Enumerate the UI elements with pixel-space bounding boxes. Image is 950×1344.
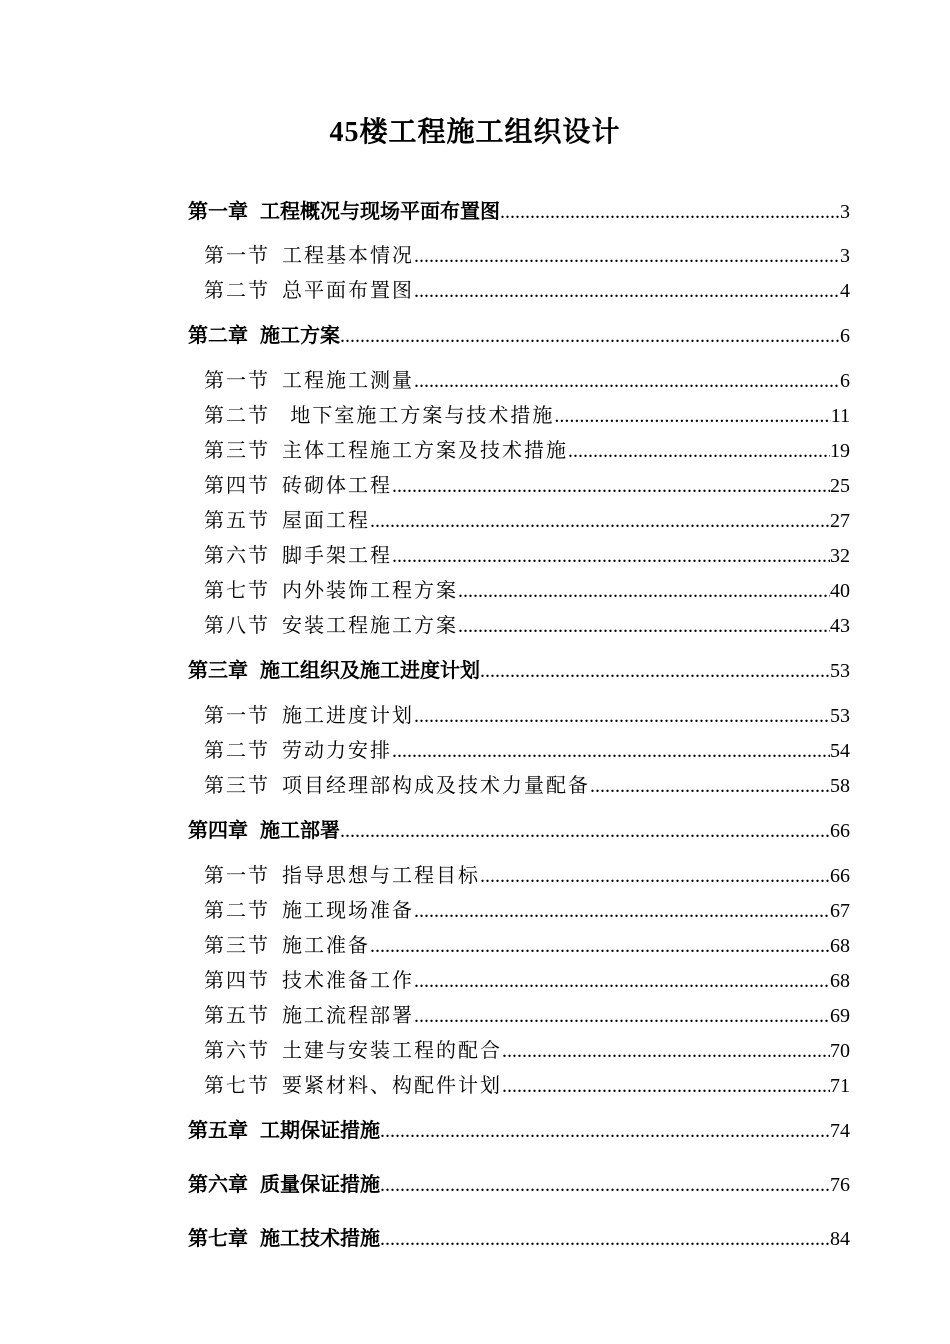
toc-page-number: 3 (840, 245, 850, 267)
toc-page-number: 53 (830, 660, 850, 682)
toc-label: 第四章 (188, 818, 248, 842)
toc-section-2-3[interactable] (204, 435, 850, 465)
toc-page-number: 6 (840, 370, 850, 392)
toc-label: 第二节 (204, 278, 270, 302)
toc-page-number: 27 (830, 510, 850, 532)
toc-leader (458, 576, 830, 606)
toc-page-number: 71 (830, 1075, 850, 1097)
toc-page-number: 11 (830, 405, 850, 427)
toc-leader (502, 1071, 830, 1101)
toc-leader (414, 276, 840, 306)
toc-text: 施工准备 (282, 933, 370, 957)
toc-label: 第七节 (204, 578, 270, 602)
toc-leader (590, 771, 830, 801)
toc-page-number: 67 (830, 900, 850, 922)
toc-text: 施工现场准备 (282, 898, 414, 922)
toc-section-4-2[interactable] (204, 895, 850, 925)
toc-label: 第三章 (188, 658, 248, 682)
toc-label: 第三节 (204, 773, 270, 797)
toc-label: 第一节 (204, 863, 270, 887)
toc-text: 内外装饰工程方案 (282, 578, 458, 602)
toc-page-number: 40 (830, 580, 850, 602)
toc-leader (502, 1036, 830, 1066)
toc-leader (500, 197, 840, 227)
toc-section-4-6[interactable] (204, 1035, 850, 1065)
toc-section-1-2[interactable] (204, 275, 850, 305)
toc-leader (414, 366, 840, 396)
toc-section-2-5[interactable] (204, 505, 850, 535)
toc-text: 工程概况与现场平面布置图 (260, 199, 500, 223)
toc-text: 主体工程施工方案及技术措施 (282, 438, 568, 462)
toc-text: 施工部署 (260, 818, 340, 842)
title-number: 45 (329, 117, 360, 148)
toc-label: 第七章 (188, 1226, 248, 1250)
toc-text: 工程基本情况 (282, 243, 414, 267)
toc-label: 第六节 (204, 1038, 270, 1062)
toc-label: 第七节 (204, 1073, 270, 1097)
toc-page-number: 4 (840, 280, 850, 302)
toc-leader (480, 861, 830, 891)
toc-page-number: 66 (830, 865, 850, 887)
toc-label: 第二章 (188, 323, 248, 347)
toc-text: 地下室施工方案与技术措施 (282, 403, 555, 427)
toc-leader (370, 931, 830, 961)
toc-section-4-7[interactable] (204, 1070, 850, 1100)
toc-chapter-6[interactable] (188, 1169, 850, 1199)
toc-text: 施工进度计划 (282, 703, 414, 727)
toc-section-2-7[interactable] (204, 575, 850, 605)
toc-section-3-2[interactable] (204, 735, 850, 765)
toc-leader (414, 966, 830, 996)
toc-page-number: 68 (830, 935, 850, 957)
toc-leader (392, 541, 830, 571)
toc-text: 施工技术措施 (260, 1226, 380, 1250)
toc-section-2-2[interactable] (204, 400, 850, 430)
toc-page-number: 32 (830, 545, 850, 567)
toc-leader (392, 471, 830, 501)
toc-chapter-1[interactable] (188, 196, 850, 226)
toc-page-number: 19 (830, 440, 850, 462)
toc-section-2-4[interactable] (204, 470, 850, 500)
toc-text: 要紧材料、构配件计划 (282, 1073, 502, 1097)
title-text: 楼工程施工组织设计 (359, 115, 621, 148)
toc-leader (414, 1001, 830, 1031)
document-title (0, 112, 950, 153)
toc-text: 脚手架工程 (282, 543, 392, 567)
toc-leader (392, 736, 830, 766)
toc-page-number: 43 (830, 615, 850, 637)
toc-leader (568, 436, 830, 466)
toc-page-number: 70 (830, 1040, 850, 1062)
toc-section-1-1[interactable] (204, 240, 850, 270)
toc-label: 第一节 (204, 368, 270, 392)
toc-label: 第五节 (204, 508, 270, 532)
toc-page-number: 66 (830, 820, 850, 842)
toc-leader (480, 656, 830, 686)
toc-text: 安装工程施工方案 (282, 613, 458, 637)
toc-text: 劳动力安排 (282, 738, 392, 762)
toc-label: 第二节 (204, 738, 270, 762)
toc-section-3-3[interactable] (204, 770, 850, 800)
toc-label: 第一章 (188, 199, 248, 223)
toc-label: 第八节 (204, 613, 270, 637)
toc-label: 第五章 (188, 1118, 248, 1142)
toc-text: 质量保证措施 (260, 1172, 380, 1196)
toc-label: 第一节 (204, 703, 270, 727)
toc-chapter-5[interactable] (188, 1115, 850, 1145)
toc-leader (340, 321, 840, 351)
toc-section-4-5[interactable] (204, 1000, 850, 1030)
toc-label: 第三节 (204, 438, 270, 462)
toc-section-2-8[interactable] (204, 610, 850, 640)
toc-text: 工程施工测量 (282, 368, 414, 392)
toc-page-number: 53 (830, 705, 850, 727)
toc-leader (370, 506, 830, 536)
toc-leader (380, 1116, 830, 1146)
toc-chapter-4[interactable] (188, 815, 850, 845)
toc-text: 工期保证措施 (260, 1118, 380, 1142)
toc-section-4-3[interactable] (204, 930, 850, 960)
toc-text: 砖砌体工程 (282, 473, 392, 497)
toc-text: 施工组织及施工进度计划 (260, 658, 480, 682)
toc-text: 指导思想与工程目标 (282, 863, 480, 887)
toc-text: 土建与安装工程的配合 (282, 1038, 502, 1062)
toc-text: 总平面布置图 (282, 278, 414, 302)
toc-page-number: 74 (830, 1120, 850, 1142)
toc-text: 技术准备工作 (282, 968, 414, 992)
toc-label: 第一节 (204, 243, 270, 267)
toc-section-4-1[interactable] (204, 860, 850, 890)
toc-page-number: 84 (830, 1228, 850, 1250)
toc-text: 施工方案 (260, 323, 340, 347)
toc-leader (414, 701, 830, 731)
toc-leader (380, 1170, 830, 1200)
toc-page-number: 68 (830, 970, 850, 992)
toc-text: 屋面工程 (282, 508, 370, 532)
toc-page-number: 25 (830, 475, 850, 497)
toc-label: 第四节 (204, 473, 270, 497)
toc-leader (340, 816, 830, 846)
toc-section-2-6[interactable] (204, 540, 850, 570)
toc-page-number: 54 (830, 740, 850, 762)
toc-page-number: 58 (830, 775, 850, 797)
toc-chapter-3[interactable] (188, 655, 850, 685)
toc-leader (414, 896, 830, 926)
toc-leader (380, 1224, 830, 1254)
toc-leader (458, 611, 830, 641)
toc-chapter-7[interactable] (188, 1223, 850, 1253)
toc-label: 第二节 (204, 403, 270, 427)
toc-label: 第五节 (204, 1003, 270, 1027)
toc-label: 第六章 (188, 1172, 248, 1196)
toc-label: 第二节 (204, 898, 270, 922)
toc-leader (414, 241, 840, 271)
toc-text: 施工流程部署 (282, 1003, 414, 1027)
toc-page-number: 3 (840, 201, 850, 223)
toc-section-2-1[interactable] (204, 365, 850, 395)
toc-section-4-4[interactable] (204, 965, 850, 995)
toc-chapter-2[interactable] (188, 320, 850, 350)
toc-page-number: 6 (840, 325, 850, 347)
toc-page-number: 76 (830, 1174, 850, 1196)
toc-section-3-1[interactable] (204, 700, 850, 730)
toc-label: 第三节 (204, 933, 270, 957)
toc-text: 项目经理部构成及技术力量配备 (282, 773, 590, 797)
toc-page-number: 69 (830, 1005, 850, 1027)
toc-leader (554, 401, 830, 431)
toc-label: 第六节 (204, 543, 270, 567)
toc-label: 第四节 (204, 968, 270, 992)
